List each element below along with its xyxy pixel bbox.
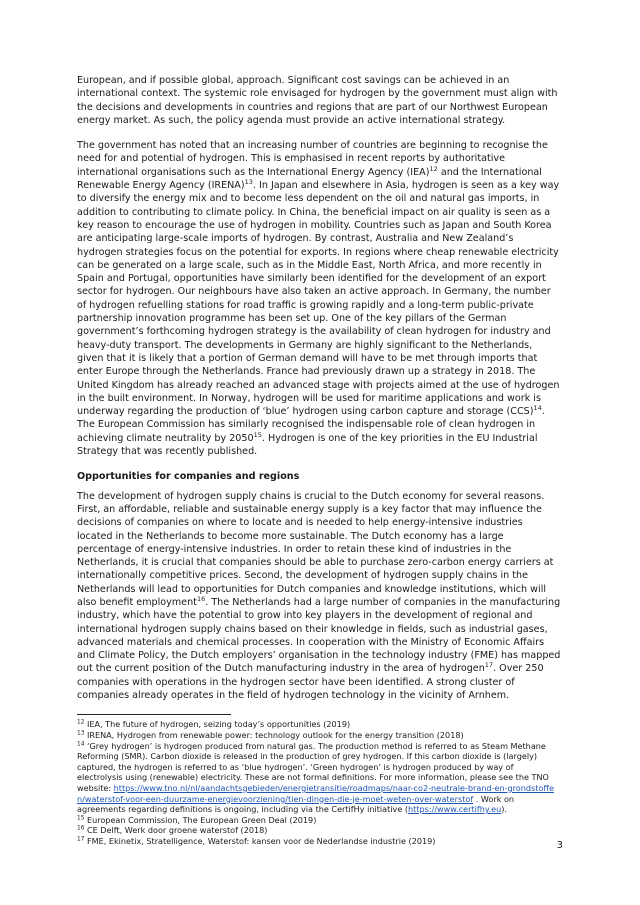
footnote-16 — [77, 825, 561, 836]
footnote-number: 14 — [77, 740, 85, 747]
paragraph-international-approach — [77, 74, 561, 127]
paragraph-text: . Hydrogen is one of the key priorities in the EU Industrial Strategy that was recently published. — [77, 432, 538, 458]
footnote-ref-13[interactable]: 13 — [244, 177, 253, 186]
footnote-text: ). — [501, 804, 507, 815]
paragraph-international-hydrogen — [77, 139, 561, 458]
footnote-17 — [77, 836, 561, 847]
footnote-number: 12 — [77, 719, 85, 726]
footnote-text: European Commission, The European Green Deal (2019) — [84, 814, 317, 825]
footnote-ref-15[interactable]: 15 — [253, 430, 262, 439]
paragraph-text: The development of hydrogen supply chains is crucial to the Dutch economy for several reasons. First, an affordable, reliable and sustainable energy supply is a key factor that may influence the decisions of companies on where to locate and is needed to help energy-intensive industries located in the Netherlands to become more sustainable. The Dutch economy has a large percentage of energy-intensive industries. In order to retain these kind of industries in the Netherlands, it is crucial that companies should be able to purchase zero-carbon energy carriers at internationally competitive prices. Second, the development of hydrogen supply chains in the Netherlands will lead to opportunities for Dutch companies and knowledge institutions, which will also benefit employment — [77, 490, 554, 608]
document-page — [77, 74, 561, 846]
footnote-number: 15 — [77, 815, 85, 822]
footnote-ref-16[interactable]: 16 — [196, 594, 206, 603]
certifhy-link[interactable]: https://www.certifhy.eu — [408, 804, 502, 815]
page-number: 3 — [556, 840, 563, 851]
footnote-14 — [77, 741, 561, 815]
footnote-number: 17 — [77, 836, 85, 843]
paragraph-text: . Over 250 companies with operations in the hydrogen sector have been identified. A strong cluster of companies already operates in the field of hydrogen technology in the vicinity of Arnhem. — [77, 663, 544, 702]
paragraph-text: . The Netherlands had a large number of companies in the manufacturing industry, which have the potential to grow into key players in the development of regional and international hydrogen supply chains based on their knowledge in fields, such as industrial gases, advanced materials and chemical processes. In cooperation with the Ministry of Economic Affairs and Climate Policy, the Dutch employers’ organisation in the technology industry (FME) has mapped out the current position of the Dutch manufacturing industry in the area of hydrogen — [77, 596, 561, 675]
footnote-text: IEA, The future of hydrogen, seizing today’s opportunities (2019) — [84, 719, 351, 730]
paragraph-text: . In Japan and elsewhere in Asia, hydrogen is seen as a key way to diversify the energy mix and to become less dependent on the oil and natural gas imports, in addition to contributing to climate policy. In China, the beneficial impact on air quality is seen as a key reason to encourage the use of hydrogen in mobility. Countries such as Japan and South Korea are anticipating large-scale imports of hydrogen. By contrast, Australia and New Zealand’s hydrogen strategies focus on the potential for exports. In regions where cheap renewable electricity can be generated on a large scale, such as in the Middle East, North Africa, and more recently in Spain and Portugal, opportunities have similarly been identified for the development of an export sector for hydrogen. Our neighbours have also taken an active approach. In Germany, the number of hydrogen refuelling stations for road traffic is growing rapidly and a long-term public-private partnership innovation programme has been set up. One of the key pillars of the German government’s forthcoming hydrogen strategy is the availability of clean hydrogen for industry and heavy-duty transport. The developments in Germany are highly significant to the Netherlands, given that it is likely that a portion of German demand will have to be met through imports that enter Europe through the Netherlands. France had previously drawn up a strategy in 2018. The United Kingdom has already reached an advanced stage with projects aimed at the use of hydrogen in the built environment. In Norway, hydrogen will be used for maritime applications and work is underway regarding the production of ‘blue’ hydrogen using carbon capture and storage (CCS) — [77, 180, 560, 418]
paragraph-text: . The European Commission has similarly recognised the indispensable role of clean hydrogen in achieving climate neutrality by 2050 — [77, 406, 545, 444]
footnote-text: ‘Grey hydrogen’ is hydrogen produced from natural gas. The production method is referred to as Steam Methane Reforming (SMR). Carbon dioxide is released in the production of grey hydrogen. If this carbon dioxide is (largely) captured, the hydrogen is referred to as ‘blue hydrogen’. ‘Green hydrogen’ is hydrogen produced by way of electrolysis using (renewable) electricity. These are not formal definitions. For more information, please see the TNO website: — [77, 740, 549, 793]
footnote-ref-17[interactable]: 17 — [484, 661, 494, 670]
section-heading: Opportunities for companies and regions — [77, 471, 300, 483]
footnote-ref-12[interactable]: 12 — [429, 164, 438, 173]
paragraph-opportunities — [77, 490, 561, 703]
footnote-number: 13 — [77, 730, 85, 737]
paragraph-text: European, and if possible global, approach. Significant cost savings can be achieved in an international context. The systemic role envisaged for hydrogen by the government must align with the decisions and developments in countries and regions that are part of our Northwest European energy market. As such, the policy agenda must provide an active international strategy. — [77, 75, 558, 126]
footnote-number: 16 — [77, 825, 85, 832]
footnotes — [77, 719, 561, 846]
footnote-15 — [77, 815, 561, 826]
footnote-text: FME, Ekinetix, Stratelligence, Waterstof: kansen voor de Nederlandse industrie (2019) — [84, 835, 436, 846]
footnote-12 — [77, 719, 561, 730]
paragraph-text: The government has noted that an increasing number of countries are beginning to recognise the need for and potential of hydrogen. This is emphasised in recent reports by authoritative international organisations such as the International Energy Agency (IEA) — [77, 140, 548, 178]
footnote-text: . Work on agreements regarding definitions is ongoing, including via the CertifHy initiative ( — [77, 793, 515, 815]
footnote-13 — [77, 730, 561, 741]
footnote-text: IRENA, Hydrogen from renewable power: technology outlook for the energy transition (2018) — [84, 729, 464, 740]
paragraph-text: and the International Renewable Energy Agency (IRENA) — [77, 166, 542, 192]
footnote-text: CE Delft, Werk door groene waterstof (2018) — [84, 825, 268, 836]
tno-link[interactable]: https://www.tno.nl/nl/aandachtsgebieden/energietransitie/roadmaps/naar-co2-neutrale-brand-en-grondstoffen/waterstof-voor-een-duurzame-energievoorziening/tien-dingen-die-je-moet-weten-over-waterstof — [77, 782, 554, 804]
footnote-ref-14[interactable]: 14 — [533, 403, 542, 412]
footnote-separator — [77, 714, 231, 715]
